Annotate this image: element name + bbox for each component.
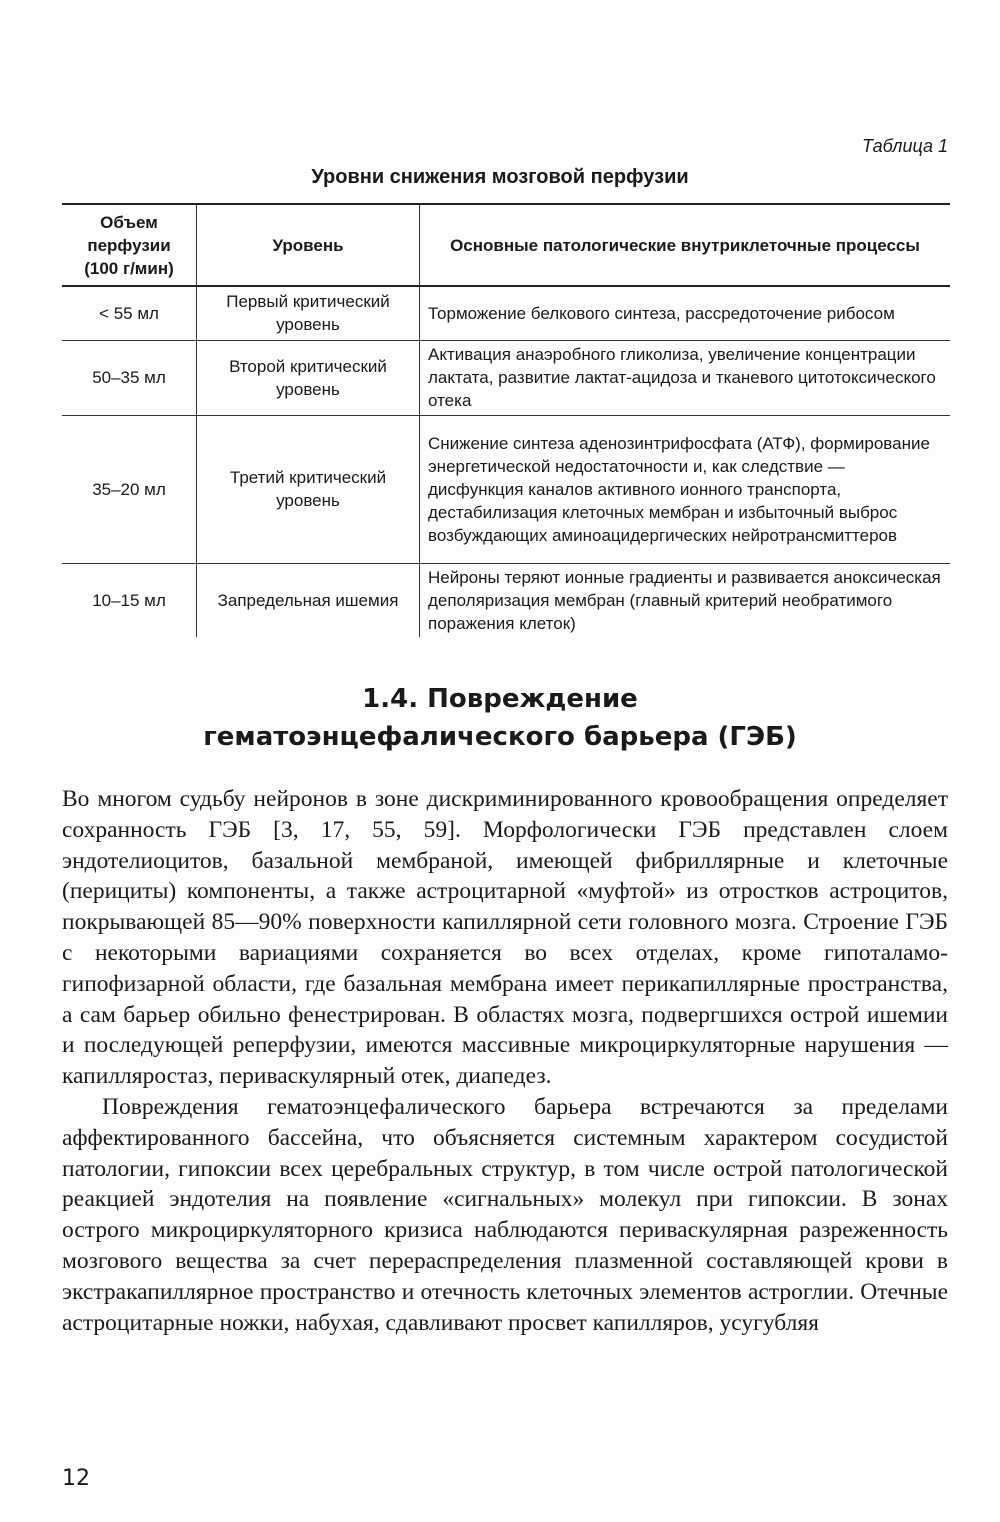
cell-level: Третий критический уровень xyxy=(197,415,420,563)
cell-level: Запредельная ишемия xyxy=(197,563,420,637)
header-level: Уровень xyxy=(197,204,420,286)
table-row xyxy=(62,415,950,563)
body-text xyxy=(62,784,948,1338)
section-heading-line-1: 1.4. Повреждение xyxy=(362,684,638,714)
cell-process: Снижение синтеза аденозинтрифосфата (АТФ), формирование энергетической недостаточности и, как следствие — дисфункция каналов активного ионного транспорта, дестабилизация клеточных мембран и избыточный выброс возбуждающих аминоацидергических нейротрансмиттеров xyxy=(420,415,951,563)
cell-process: Торможение белкового синтеза, рассредоточение рибосом xyxy=(420,286,951,340)
cell-volume: 50–35 мл xyxy=(62,340,197,415)
header-processes: Основные патологические внутриклеточные процессы xyxy=(420,204,951,286)
cell-process: Активация анаэробного гликолиза, увеличение концентрации лактата, развитие лактат-ацидоза и тканевого цитотоксического отека xyxy=(420,340,951,415)
cell-process: Нейроны теряют ионные градиенты и развивается аноксическая деполяризация мембран (главный критерий необратимого поражения клеток) xyxy=(420,563,951,637)
section-heading xyxy=(0,680,1000,756)
table-header-row xyxy=(62,204,950,286)
paragraph: Повреждения гематоэнцефалического барьера встречаются за пределами аффектированного бассейна, что объясняется системным характером сосудистой патологии, гипоксии всех церебральных структур, в том числе острой патологической реакцией эндотелия на появление «сигнальных» молекул при гипоксии. В зонах острого микроциркуляторного кризиса наблюдаются периваскулярная разреженность мозгового вещества за счет перераспределения плазменной составляющей крови в экстракапиллярное пространство и отечность клеточных элементов астроглии. Отечные астроцитарные ножки, набухая, сдавливают просвет капилляров, усугубляя xyxy=(62,1093,948,1336)
table-row xyxy=(62,563,950,637)
paragraph: Во многом судьбу нейронов в зоне дискриминированного кровообращения определяет сохранность ГЭБ [3, 17, 55, 59]. Морфологически ГЭБ представлен слоем эндотелиоцитов, базальной мембраной, имеющей фибриллярные и клеточные (перициты) компоненты, а также астроцитарной «муфтой» из отростков астроцитов, покрывающей 85—90% поверхности капиллярной сети головного мозга. Строение ГЭБ с некоторыми вариациями сохраняется во всех отделах, кроме гипоталамо-гипофизарной области, где базальная мембрана имеет перикапиллярные пространства, а сам барьер обильно фенестрирован. В областях мозга, подвергшихся острой ишемии и последующей реперфузии, имеются массивные микроциркуляторные нарушения — капилляростаз, периваскулярный отек, диапедез. xyxy=(62,786,948,1090)
table-row xyxy=(62,286,950,340)
section-heading-line-2: гематоэнцефалического барьера (ГЭБ) xyxy=(203,722,797,752)
cell-volume: 10–15 мл xyxy=(92,590,166,610)
cell-level: Второй критический уровень xyxy=(197,340,420,415)
table-row xyxy=(62,340,950,415)
perfusion-table xyxy=(62,203,950,637)
table-label: Таблица 1 xyxy=(861,136,948,156)
cell-level: Первый критический уровень xyxy=(197,286,420,340)
table-title: Уровни снижения мозговой перфузии xyxy=(311,166,689,188)
header-volume: Объем перфузии (100 г/мин) xyxy=(62,204,197,286)
page-number: 12 xyxy=(62,1466,90,1491)
cell-volume: < 55 мл xyxy=(62,286,197,340)
cell-volume: 35–20 мл xyxy=(62,415,197,563)
